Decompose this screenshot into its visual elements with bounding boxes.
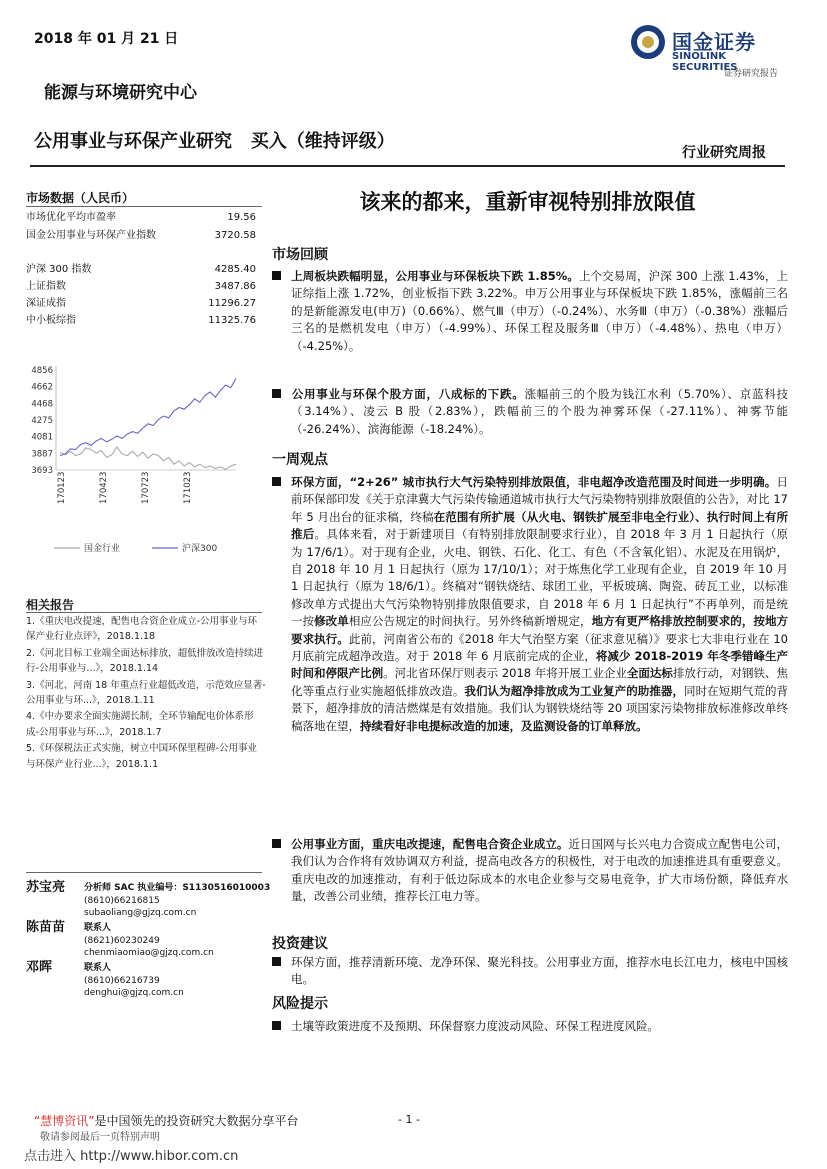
- market-value: 19.56: [227, 212, 256, 223]
- related-report-item[interactable]: 1.《重庆电改提速，配售电合资企业成立-公用事业与环保产业行业点评》，2018.1.18: [26, 616, 257, 643]
- market-label: 中小板综指: [26, 315, 76, 326]
- bullet-square-icon: [272, 1021, 281, 1030]
- analyst-email[interactable]: subaoliang@gjzq.com.cn: [84, 908, 197, 918]
- market-row: [26, 296, 262, 311]
- bullet-square-icon: [272, 477, 281, 486]
- market-label: 深证成指: [26, 298, 66, 309]
- market-row: [26, 313, 262, 328]
- footer-tagline: 是中国领先的投资研究大数据分享平台: [94, 1114, 299, 1128]
- footer-link[interactable]: 点击进入 http://www.hibor.com.cn: [24, 1149, 239, 1164]
- logo-sub-text: 证券研究报告: [724, 69, 779, 79]
- stocks-text: 涨幅前三的个股为钱江水利（5.70%）、京蓝科技（3.14%）、凌云 B 股（2.83%），跌幅前三的个股为神雾环保（-27.11%）、神雾节能（-26.24%）、滨海能源（-18.24%）。: [291, 387, 788, 436]
- report-topic-rating: 公用事业与环保产业研究 买入（维持评级）: [34, 131, 395, 152]
- chart-y-tick-label: 4081: [31, 432, 53, 443]
- market-value: 11325.76: [208, 315, 256, 326]
- market-value: 3487.86: [214, 281, 256, 292]
- section-weekly-view: 一周观点: [272, 452, 328, 468]
- bullet-square-icon: [272, 271, 281, 280]
- market-value: 11296.27: [208, 298, 256, 309]
- investment-advice-text: 环保方面，推荐清新环境、龙净环保、聚光科技。公用事业方面，推荐水电长江电力，核电中国核电。: [291, 955, 788, 987]
- analyst-phone: (8610)66216739: [84, 975, 160, 986]
- env-lead: 环保方面，“2+26” 城市执行大气污染特别排放限值，非电超净改造范围及时间进一步明确。: [291, 475, 777, 489]
- index-line-chart: [26, 360, 266, 560]
- analyst-name: 邓晖: [26, 960, 53, 975]
- related-reports-title: 相关报告: [26, 598, 75, 612]
- analyst-phone: (8621)60230249: [84, 935, 160, 946]
- section-investment-advice: 投资建议: [272, 936, 328, 952]
- header-divider: [30, 165, 785, 167]
- analyst-email[interactable]: denghui@gjzq.com.cn: [84, 988, 184, 998]
- market-review-lead: 上周板块跌幅明显，公用事业与环保板块下跌 1.85%。: [291, 269, 579, 283]
- related-reports-list: [26, 614, 266, 773]
- report-type: 行业研究周报: [682, 145, 766, 161]
- chart-legend-label: 沪深300: [182, 544, 218, 554]
- chart-x-tick-label: 170423: [99, 471, 109, 504]
- footer-brand-line: [34, 1112, 298, 1129]
- analyst-rule: [26, 872, 262, 873]
- analyst-title: 联系人: [84, 963, 112, 973]
- related-report-item[interactable]: 4.《中办要求全面实施湖长制，全环节输配电价体系形成-公用事业与环...》，2018.1.7: [26, 711, 254, 738]
- analyst-email[interactable]: chenmiaomiao@gjzq.com.cn: [84, 948, 214, 958]
- utility-text: 近日国网与长兴电力合资成立配售电公司，我们认为合作将有效协调双方利益，提高电改各方的积极性，对于电改的加速推进具有重要意义。重庆电改的加速推动，有利于低边际成本的水电企业参与交易电竞争，扩大市场份额，降低弃水量，改善公司业绩，推荐长江电力等。: [291, 837, 788, 904]
- market-review-text: 上个交易周，沪深 300 上涨 1.43%，上证综指上涨 1.72%，创业板指下跌 3.22%。申万公用事业与环保板块下跌 1.85%，涨幅前三名的是新能源发电(申万)（0.66%）、燃气Ⅲ（申万）（-0.24%）、水务Ⅲ（申万）（-0.38%）涨幅后三名的是燃机发电（申万）（-4.99%）、环保工程及服务Ⅲ（申万）（-4.48%）、热电（申万）（-4.25%）。: [291, 269, 788, 353]
- market-label: 市场优化平均市盈率: [26, 212, 116, 223]
- market-value: 3720.58: [214, 230, 256, 241]
- analyst-name: 陈苗苗: [26, 920, 66, 935]
- analyst-name: 苏宝亮: [26, 880, 66, 895]
- footer-brand: “慧博资讯”: [34, 1114, 95, 1128]
- section-risk: 风险提示: [272, 996, 328, 1012]
- related-report-item[interactable]: 2.《河北目标工业端全面达标排放，超低排放改造持续进行-公用事业与...》，2018.1.14: [26, 647, 264, 675]
- analyst-block: [26, 882, 274, 922]
- chart-y-tick-label: 4856: [31, 366, 53, 376]
- chart-y-tick-label: 3887: [31, 449, 53, 460]
- weekly-view-paragraph-2: [272, 836, 788, 906]
- bullet-square-icon: [272, 957, 281, 966]
- weekly-view-paragraph-1: 环保方面，“2+26” 城市执行大气污染特别排放限值，非电超净改造范围及时间进一步明确。日前环保部印发《关于京津冀大气污染传输通道城市执行大气污染物特别排放限值的公告》，对比 17 年 5 月出台的征求稿，终稿在范围有所扩展（从火电、钢铁扩展至非电全行业）、执行时间上有所推后。具体来看，对于新建项目（有特别排放限制要求行业），自 2018 年 3 月 1 日起执行（原为 17/6/1）。对于现有企业，火电、钢铁、石化、化工、有色（不含氧化铝）、水泥及在用锅炉，自 2018 年 10 月 1 日起执行（原为 17/10/1）；对于炼焦化学工业现有企业，自 2019 年 10 月 1 日起执行（原为 18/6/1）。终稿对“钢铁烧结、球团工业，平板玻璃、陶瓷、砖瓦工业，以标准修改单方式提出大气污染物特别排放限值要求，自 2018 年 6 月 1 日起执行”不再单列，而是统一按修改单相应公告规定的时间执行。另外终稿新增规定，地方有更严格排放控制要求的，按地方要求执行。此前，河南省公布的《2018 年大气治堅方案（征求意见稿）》要求七大非电行业在 10 月底前完成超净改造。对于 2018 年 6 月底前完成的企业，将减少 2018-2019 年冬季错峰生产时间和停限产比例。河北省环保厅则表示 2018 年将开展工业企业全面达标排放行动，对钢铁、焦化等重点行业实施超低排放改造。我们认为超净排放成为工业复产的助推器，同时在短期气荒的背景下，超净排放的清洁燃煤是有效措施。我们认为钢铁烧结等 20 项国家污染物排放标准修改单终稿落地在望，持续看好非电提标改造的加速，及监测设备的订单释放。: [272, 474, 788, 735]
- risk-text: 土壤等政策进度不及预期、环保督察力度波动风险、环保工程进度风险。: [291, 1019, 659, 1033]
- analyst-title: 分析师 SAC 执业编号：S1130516010003: [84, 883, 271, 893]
- chart-legend-label: 国金行业: [84, 544, 121, 554]
- analyst-phone: (8610)66216815: [84, 895, 160, 906]
- chart-y-tick-label: 3693: [31, 466, 53, 476]
- chart-y-tick-label: 4662: [31, 382, 53, 393]
- market-label: 国金公用事业与环保产业指数: [26, 230, 156, 241]
- related-reports-rule: [26, 612, 262, 613]
- chart-x-tick-label: 170723: [141, 471, 151, 504]
- market-row: [26, 228, 262, 243]
- bullet-square-icon: [272, 839, 281, 848]
- analyst-title: 联系人: [84, 923, 112, 933]
- market-data-rule: [26, 206, 262, 207]
- chart-x-tick-label: 170123: [57, 471, 67, 504]
- related-report-item[interactable]: 5.《环保税法正式实施，树立中国环保里程碑-公用事业与环保产业行业...》，2018.1.1: [26, 743, 257, 770]
- market-row: [26, 210, 262, 225]
- footer-notice: 敬请参阅最后一页特别声明: [40, 1132, 160, 1143]
- market-label: 沪深 300 指数: [26, 264, 92, 275]
- logo-cn-text: 国金证券: [672, 30, 756, 54]
- report-date: 2018 年 01 月 21 日: [34, 31, 179, 47]
- market-value: 4285.40: [214, 264, 256, 275]
- utility-lead: 公用事业方面，重庆电改提速，配售电合资企业成立。: [291, 837, 569, 851]
- chart-series-line-1: [60, 378, 236, 455]
- page-number: - 1 -: [398, 1113, 420, 1126]
- report-title: 该来的都来，重新审视特别排放限值: [359, 190, 696, 214]
- sinolink-logo-icon: [630, 24, 666, 60]
- market-data-title: 市场数据（人民币）: [26, 191, 135, 205]
- research-center: 能源与环境研究中心: [44, 83, 197, 103]
- related-report-item[interactable]: 3.《河北、河南 18 年重点行业超低改造，示范效应显著-公用事业与环...》，2018.1.11: [26, 679, 266, 707]
- investment-advice-paragraph: [272, 954, 788, 989]
- risk-paragraph: [272, 1018, 788, 1035]
- sinolink-logo: [630, 22, 790, 82]
- chart-y-tick-label: 4275: [31, 416, 53, 426]
- analyst-block: [26, 922, 274, 962]
- chart-x-tick-label: 171023: [183, 471, 193, 504]
- stocks-lead: 公用事业与环保个股方面，八成标的下跌。: [291, 387, 525, 401]
- bullet-square-icon: [272, 389, 281, 398]
- market-row: [26, 279, 262, 294]
- analyst-block: [26, 962, 274, 1002]
- market-review-paragraph-1: [272, 268, 788, 355]
- chart-y-tick-label: 4468: [31, 399, 53, 410]
- section-market-review: 市场回顾: [272, 247, 328, 263]
- chart-series-line-0: [60, 447, 236, 469]
- market-review-paragraph-2: [272, 386, 788, 438]
- market-row: [26, 262, 262, 277]
- logo-en-text: SINOLINK SECURITIES: [672, 51, 738, 73]
- market-label: 上证指数: [26, 281, 66, 292]
